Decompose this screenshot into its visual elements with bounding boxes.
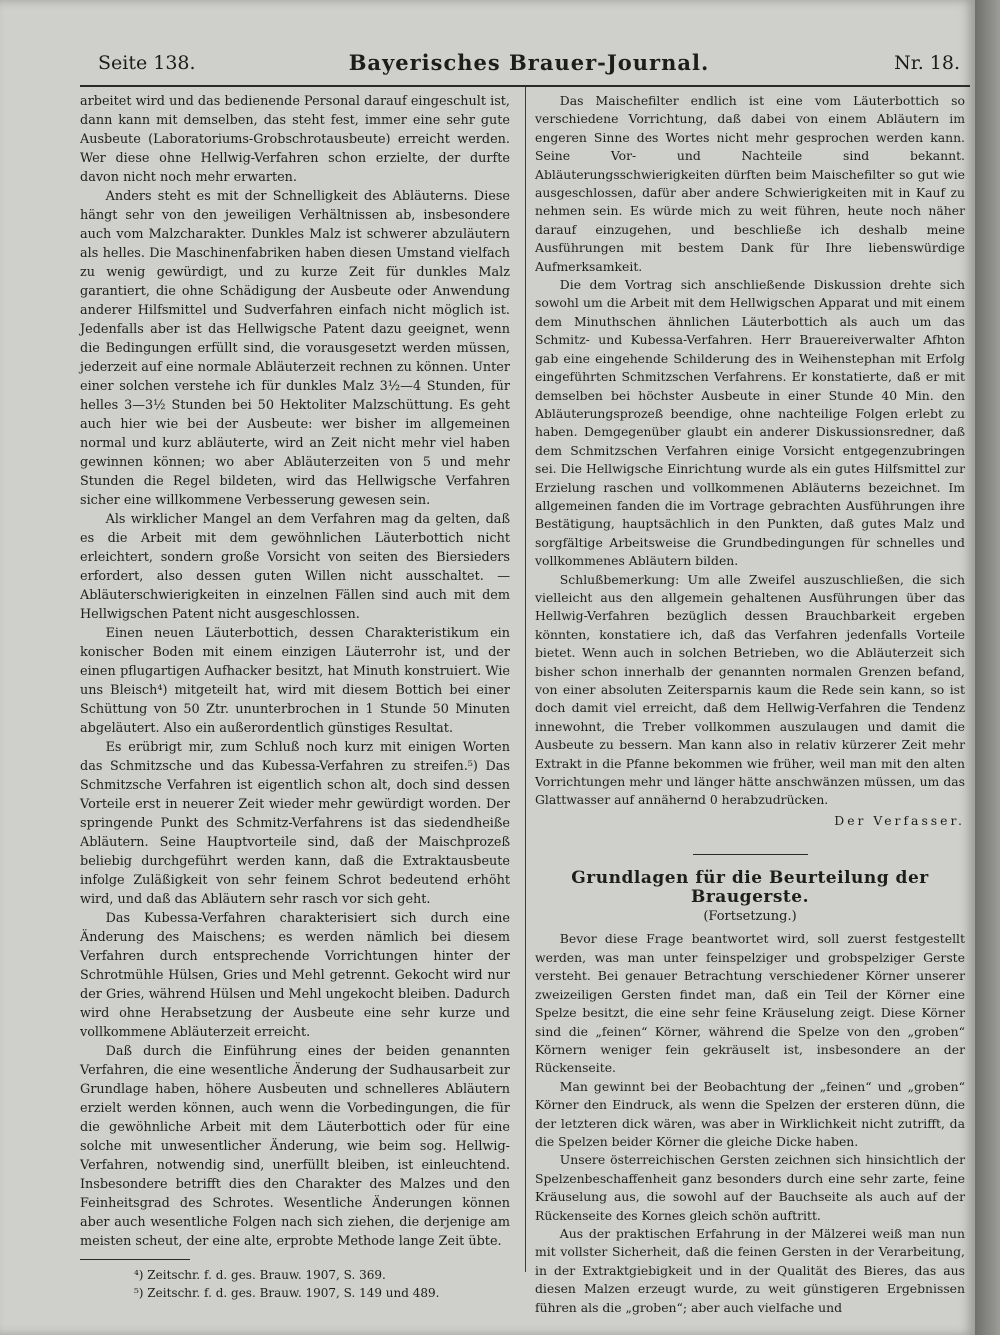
left-column [80,92,510,1302]
column-divider [525,87,526,1272]
journal-title: Bayerisches Brauer-Journal. [348,50,710,75]
paragraph: Aus der praktischen Erfahrung in der Mälzerei weiß man nun mit vollster Sicherheit, daß die feinen Gersten in der Verarbeitung, in der Extraktgiebigkeit und in der Qualität des Bieres, das aus diesen Malzen erzeugt wurde, zu weit günstigeren Ergebnissen führen als die „groben“; aber auch vielfache und [535,1225,965,1315]
author-signature: Der Verfasser. [834,812,965,828]
right-column [535,92,965,1317]
page-header [98,50,960,80]
paragraph: Die dem Vortrag sich anschließende Diskussion drehte sich sowohl um die Arbeit mit dem Hellwigschen Apparat und mit einem dem Minuthschen ähnlichen Läuterbottich als auch um das Schmitz- und Kubessa-Verfahren. Herr Brauereiverwalter Afhton gab eine eingehende Schilderung des in Weihenstephan mit Erfolg eingeführten Schmitzschen Verfahrens. Er konstatierte, daß er mit demselben bei höchster Ausbeute in einer Stunde 40 Min. den Abläuterungsprozeß beendige, ohne nachteilige Folgen erlebt zu haben. Demgegenüber glaubt ein anderer Diskussionsredner, daß dem Schmitzschen Verfahren einige Vorsicht entgegenzubringen sei. Die Hellwigsche Einrichtung wurde als ein gutes Hilfsmittel zur Erzielung raschen und vollkommenen Abläuterns bezeichnet. Im allgemeinen fanden die im Vortrage gebrachten Ausführungen ihre Bestätigung, hauptsächlich in den Punkten, daß gutes Malz und sorgfältige Arbeitsweise die Grundbedingungen für schnelles und vollkommenes Abläutern bilden. [535,277,965,569]
paragraph: Bevor diese Frage beantwortet wird, soll zuerst festgestellt werden, was man unter feinspelziger und grobspelziger Gerste versteht. Bei genauer Betrachtung verschiedener Körner unserer zweizeiligen Gersten findet man, daß ein Teil der Körner eine Spelze besitzt, die eine sehr feine Kräuselung zeigt. Diese Körner sind die „feinen“ Körner, während die Spelze von den „groben“ Körnern weniger fein gekräuselt ist, insbesondere an der Rückenseite. [535,931,965,1076]
paragraph: Anders steht es mit der Schnelligkeit des Abläuterns. Diese hängt sehr von den jeweiligen Verhältnissen ab, insbesondere auch vom Malzcharakter. Dunkles Malz ist schwerer abzuläutern als helles. Die Maschinenfabriken haben diesen Umstand vielfach zu wenig gewürdigt, und zu kurze Zeit für dunkles Malz garantiert, die ohne Schädigung der Ausbeute oder Anwendung anderer Hilfsmittel und Sudverfahren einfach nicht möglich ist. Jedenfalls aber ist das Hellwigsche Patent dazu geeignet, wenn die Bedingungen erfüllt sind, die vorausgesetzt werden müssen, jederzeit auf eine normale Abläuterzeit rechnen zu können. Unter einer solchen verstehe ich für dunkles Malz 3½—4 Stunden, für helles 3—3½ Stunden bei 50 Hektoliter Malzschüttung. Es geht auch hier wie bei der Ausbeute: wer bisher im allgemeinen normal und kurz abläuterte, wird an Zeit nicht mehr viel haben gewinnen können; wo aber Abläuterzeiten von 5 und mehr Stunden die Regel bildeten, wird das Hellwigsche Verfahren sicher eine willkommene Verbesserung gewesen sein. [80,189,510,508]
paragraph: Als wirklicher Mangel an dem Verfahren mag da gelten, daß es die Arbeit mit dem gewöhnlichen Läuterbottich nicht erleichtert, sondern große Vorsicht von seiten des Biersieders erfordert, also dessen guten Willen nicht ausschaltet. — Abläuterschwierigkeiten in einzelnen Fällen sind auch mit dem Hellwigschen Patent nicht ausgeschlossen. [80,512,510,622]
section-title: Grundlagen für die Beurteilung der Braugerste. [571,868,929,907]
footnote: ⁴) Zeitschr. f. d. ges. Brauw. 1907, S. 369. [134,1268,386,1282]
page-edge [975,0,1000,1335]
footnote-rule [80,1259,190,1260]
paragraph: Unsere österreichischen Gersten zeichnen sich hinsichtlich der Spelzenbeschaffenheit ganz besonders durch eine sehr zarte, feine Kräuselung aus, die sowohl auf der Bauchseite als auch auf der Rückenseite des Kornes gleich schön auftritt. [535,1152,965,1223]
footnote: ⁵) Zeitschr. f. d. ges. Brauw. 1907, S. 149 und 489. [134,1286,440,1300]
paragraph: Das Maischefilter endlich ist eine vom Läuterbottich so verschiedene Vorrichtung, daß dabei von einem Abläutern im engeren Sinne des Wortes nicht mehr gesprochen werden kann. Seine Vor- und Nachteile sind bekannt. Abläuterungsschwierigkeiten dürften beim Maischefilter so gut wie ausgeschlossen, dafür aber andere Schwierigkeiten mit in Kauf zu nehmen sein. Es würde mich zu weit führen, heute noch näher darauf einzugehen, und beschließe ich deshalb meine Ausführungen mit bestem Dank für Ihre liebenswürdige Aufmerksamkeit. [535,93,965,274]
paragraph: Schlußbemerkung: Um alle Zweifel auszuschließen, die sich vielleicht aus den allgemein gehaltenen Ausführungen über das Hellwig-Verfahren bezüglich dessen Brauchbarkeit ergeben könnten, konstatiere ich, daß das Verfahren jedenfalls Vorteile bietet. Wenn auch in solchen Betrieben, wo die Abläuterzeit sich bisher schon innerhalb der genannten normalen Grenzen befand, von einer absoluten Zeitersparnis kaum die Rede sein kann, so ist doch damit viel erreicht, daß dem Hellwig-Verfahren die Tendenz innewohnt, die Treber vollkommen auszulaugen und damit die Ausbeute zu bessern. Man kann also in relativ kürzerer Zeit mehr Extrakt in die Pfanne bekommen wie früher, weil man mit den alten Vorrichtungen mehr und länger hätte anschwänzen müssen, um das Glattwasser auf annähernd 0 herabzudrücken. [535,571,965,808]
paragraph: Es erübrigt mir, zum Schluß noch kurz mit einigen Worten das Schmitzsche und das Kubessa-Verfahren zu streifen.⁵) Das Schmitzsche Verfahren ist eigentlich schon alt, doch sind dessen Vorteile erst in neuerer Zeit wieder mehr gewürdigt worden. Der springende Punkt des Schmitz-Verfahrens ist das siedendheiße Abläutern. Seine Hauptvorteile sind, daß der Maischprozeß beliebig durchgeführt werden kann, daß die Extraktausbeute infolge Zuläßigkeit von sehr feinem Schrot bedeutend erhöht wird, und daß das Abläutern sehr rasch vor sich geht. [80,740,510,907]
paragraph: Man gewinnt bei der Beobachtung der „feinen“ und „groben“ Körner den Eindruck, als wenn die Spelzen der ersteren dünn, die der letzteren dick wären, was aber in Wirklichkeit nicht zutrifft, da die Spelzen beider Körner die gleiche Dicke haben. [535,1078,965,1149]
paragraph: Einen neuen Läuterbottich, dessen Charakteristikum ein konischer Boden mit einem einzigen Läuterrohr ist, und der einen pflugartigen Aufhacker besitzt, hat Minuth konstruiert. Wie uns Bleisch⁴) mitgeteilt hat, wird mit diesem Bottich bei einer Schüttung von 50 Ztr. ununterbrochen in 1 Stunde 50 Minuten abgeläutert. Also ein außerordentlich günstiges Resultat. [80,626,510,736]
section-rule [693,854,808,855]
paragraph: Das Kubessa-Verfahren charakterisiert sich durch eine Änderung des Maischens; es werden nämlich bei diesem Verfahren durch entsprechende Vorrichtungen hinter der Schrotmühle Hülsen, Gries und Mehl getrennt. Gekocht wird nur der Gries, während Hülsen und Mehl ungekocht bleiben. Dadurch wird ohne Herabsetzung der Ausbeute eine sehr kurze und vollkommene Abläuterzeit erreicht. [80,911,510,1040]
issue-number: Nr. 18. [894,52,960,74]
section-subtitle: (Fortsetzung.) [703,909,797,925]
paragraph: arbeitet wird und das bedienende Personal darauf eingeschult ist, dann kann mit demselben, das steht fest, immer eine sehr gute Ausbeute (Laboratoriums-Grobschrotausbeute) erreicht werden. Wer diese ohne Hellwig-Verfahren schon erzielte, der durfte davon nicht noch mehr erwarten. [80,94,510,185]
page-number: Seite 138. [98,52,196,74]
paragraph: Daß durch die Einführung eines der beiden genannten Verfahren, die eine wesentliche Änderung der Sudhausarbeit zur Grundlage haben, höhere Ausbeuten und schnelleres Abläutern erzielt werden können, auch wenn die Vorbedingungen, die für die gewöhnliche Arbeit mit dem Läuterbottich oder für eine solche mit unwesentlicher Änderung, wie beim sog. Hellwig-Verfahren, notwendig sind, unerfüllt bleiben, ist einleuchtend. Insbesondere betrifft dies den Charakter des Malzes und den Feinheitsgrad des Schrotes. Wesentliche Änderungen können aber auch wesentliche Folgen nach sich ziehen, die derjenige am meisten scheut, der eine alte, erprobte Methode lange Zeit übte. [80,1044,510,1249]
